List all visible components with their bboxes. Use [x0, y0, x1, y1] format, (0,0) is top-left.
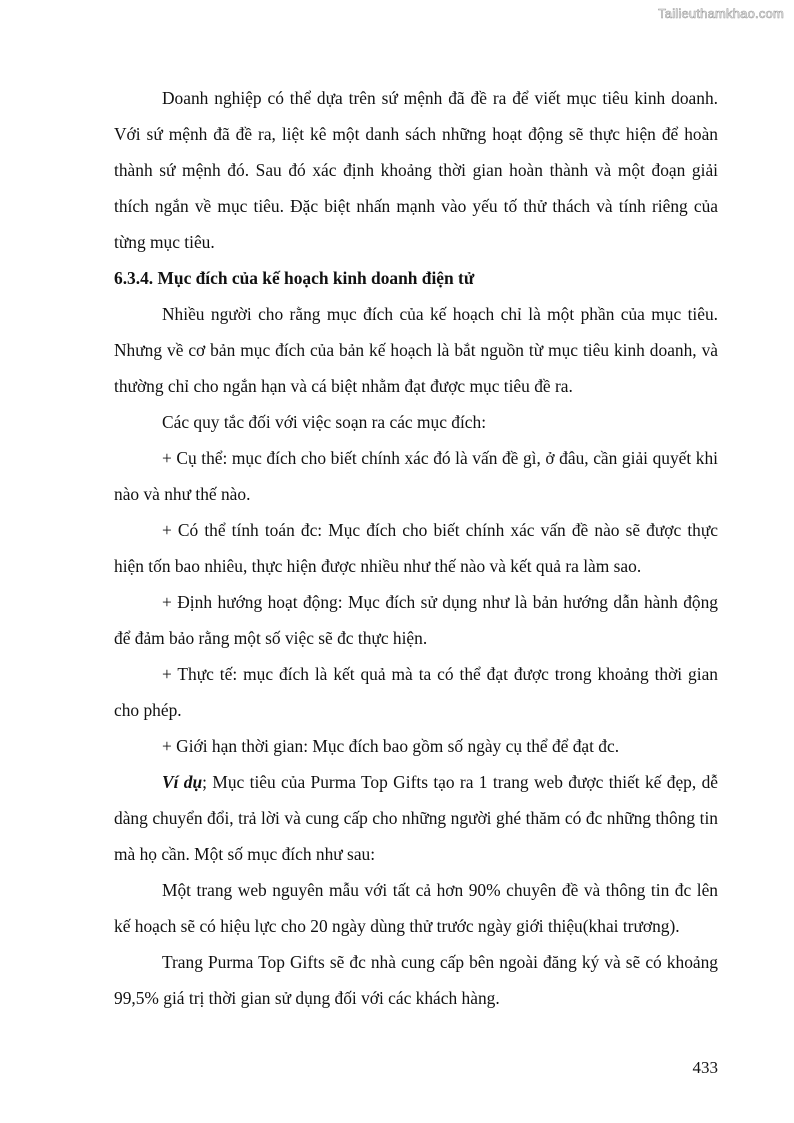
paragraph-prototype: Một trang web nguyên mẫu với tất cả hơn 90% chuyên đề và thông tin đc lên kế hoạch sẽ có hiệu lực cho 20 ngày dùng thử trước ngày giới thiệu(khai trương). — [114, 880, 718, 936]
watermark: Tailieuthamkhao.com — [658, 6, 784, 21]
page-number: 433 — [692, 1058, 718, 1077]
rule-time-limited: + Giới hạn thời gian: Mục đích bao gồm số ngày cụ thể để đạt đc. — [162, 736, 620, 756]
rule-measurable: + Có thể tính toán đc: Mục đích cho biết chính xác vấn đề nào sẽ được thực hiện tốn bao nhiêu, thực hiện được nhiều như thế nào và kết quả ra làm sao. — [114, 520, 718, 576]
page-content — [114, 80, 718, 1016]
example-text: Mục tiêu của Purma Top Gifts tạo ra 1 trang web được thiết kế đẹp, dễ dàng chuyển đổi, trả lời và cung cấp cho những người ghé thăm có đc những thông tin mà họ cần. Một số mục đích như sau: — [114, 772, 718, 864]
paragraph-rules-intro: Các quy tắc đối với việc soạn ra các mục đích: — [162, 412, 487, 432]
rule-realistic: + Thực tế: mục đích là kết quả mà ta có thể đạt được trong khoảng thời gian cho phép. — [114, 664, 718, 720]
paragraph-intro: Doanh nghiệp có thể dựa trên sứ mệnh đã đề ra để viết mục tiêu kinh doanh. Với sứ mệnh đã đề ra, liệt kê một danh sách những hoạt động sẽ thực hiện để hoàn thành sứ mệnh đó. Sau đó xác định khoảng thời gian hoàn thành và một đoạn giải thích ngắn về mục tiêu. Đặc biệt nhấn mạnh vào yếu tố thử thách và tính riêng của từng mục tiêu. — [114, 88, 718, 252]
rule-specific: + Cụ thể: mục đích cho biết chính xác đó là vấn đề gì, ở đâu, cần giải quyết khi nào và như thế nào. — [114, 448, 718, 504]
paragraph-example — [114, 764, 718, 872]
paragraph-availability: Trang Purma Top Gifts sẽ đc nhà cung cấp bên ngoài đăng ký và sẽ có khoảng 99,5% giá trị thời gian sử dụng đối với các khách hàng. — [114, 952, 718, 1008]
example-label: Ví dụ — [162, 772, 203, 792]
example-separator: ; — [202, 772, 213, 792]
rule-action-oriented: + Định hướng hoạt động: Mục đích sử dụng như là bản hướng dẫn hành động để đảm bảo rằng một số việc sẽ đc thực hiện. — [114, 592, 718, 648]
paragraph-purpose: Nhiều người cho rằng mục đích của kế hoạch chỉ là một phần của mục tiêu. Nhưng về cơ bản mục đích của bản kế hoạch là bắt nguồn từ mục tiêu kinh doanh, và thường chỉ cho ngắn hạn và cá biệt nhằm đạt được mục tiêu đề ra. — [114, 304, 718, 396]
section-heading: 6.3.4. Mục đích của kế hoạch kinh doanh điện tử — [114, 268, 475, 288]
